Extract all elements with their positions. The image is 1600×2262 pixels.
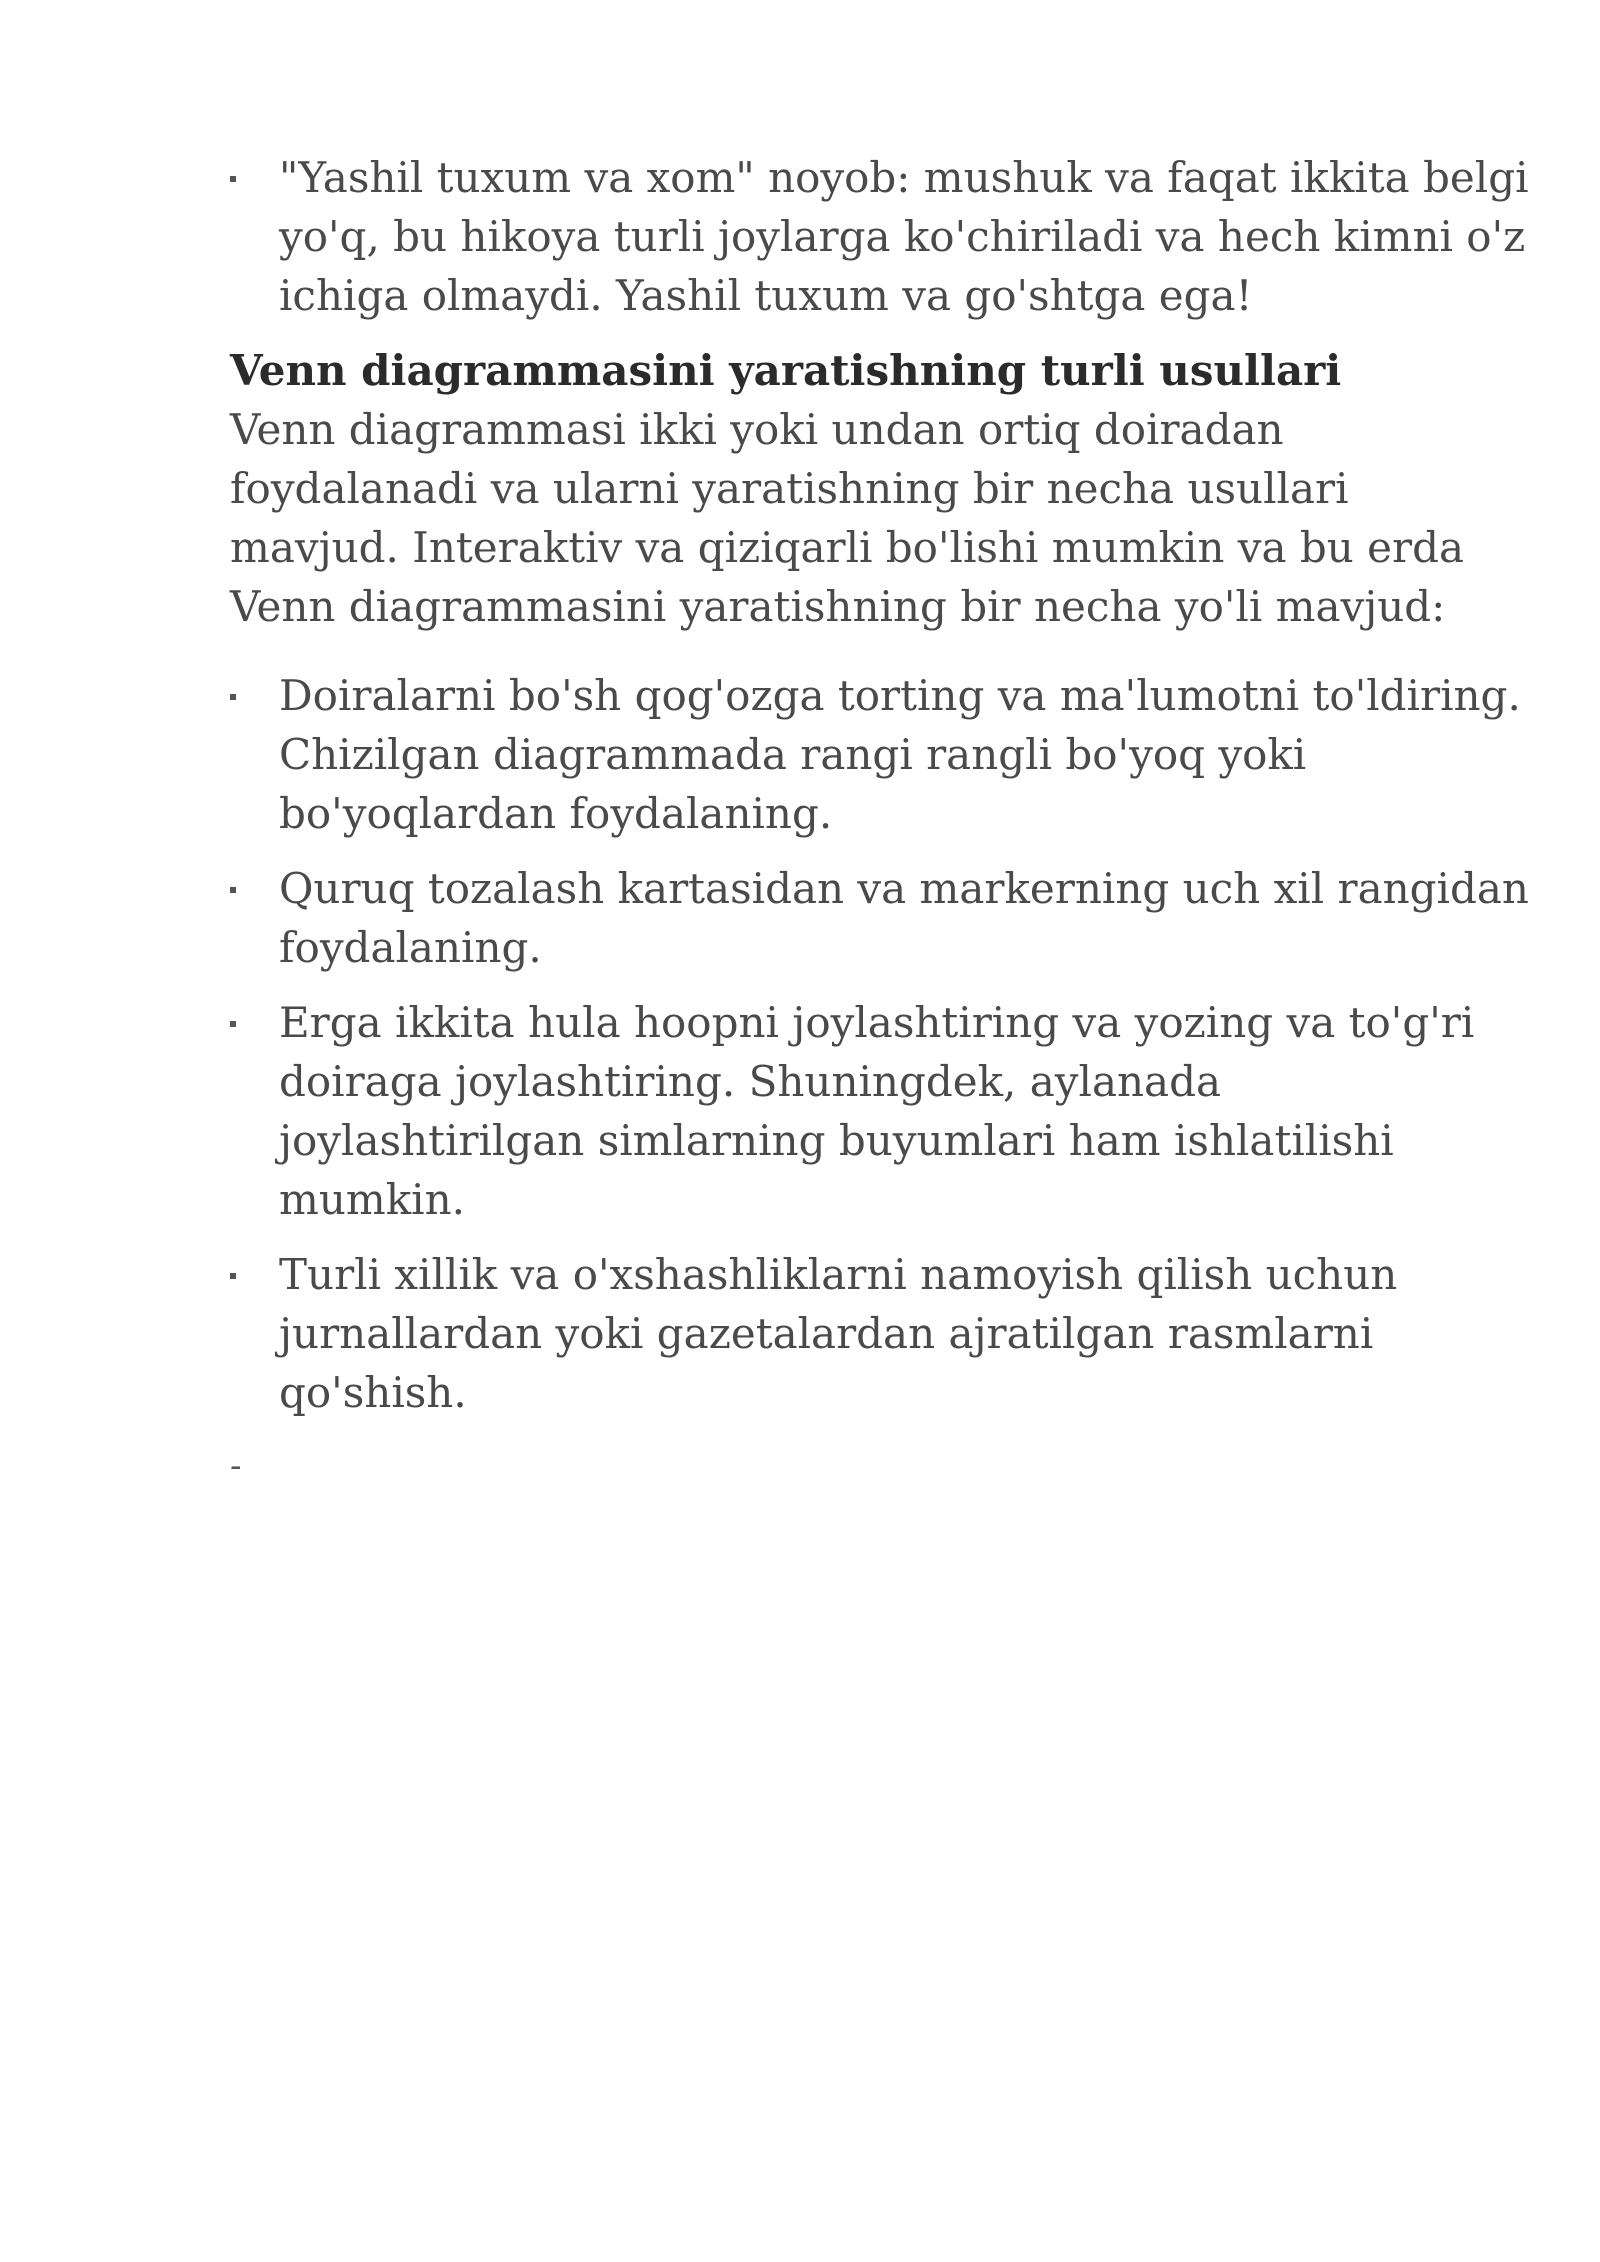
list-item-text: Turli xillik va o'xshashliklarni namoyish qilish uchun jurnallardan yoki gazetalardan ajratilgan rasmlarni qo'shish. — [279, 1250, 1398, 1417]
list-item-text: Erga ikkita hula hoopni joylashtiring va yozing va to'g'ri doiraga joylashtiring. Shuningdek, aylanada joylashtirilgan simlarning buyumlari ham ishlatilishi mumkin. — [279, 998, 1475, 1224]
square-bullet-icon — [230, 694, 236, 700]
list-item — [230, 148, 1530, 325]
section-intro-paragraph: Venn diagrammasi ikki yoki undan ortiq doiradan foydalanadi va ularni yaratishning bir necha usullari mavjud. Interaktiv va qiziqarli bo'lishi mumkin va bu erda Venn diagrammasini yaratishning bir necha yo'li mavjud: — [230, 405, 1465, 631]
methods-bullet-list — [230, 666, 1530, 1422]
list-item — [230, 993, 1530, 1229]
square-bullet-icon — [230, 887, 236, 893]
intro-bullet-list — [230, 148, 1530, 325]
list-item — [230, 666, 1530, 843]
square-bullet-icon — [230, 1273, 236, 1279]
list-item — [230, 859, 1530, 977]
list-item-text: "Yashil tuxum va xom" noyob: mushuk va faqat ikkita belgi yo'q, bu hikoya turli joylarga ko'chiriladi va hech kimni o'z ichiga olmaydi. Yashil tuxum va go'shtga ega! — [279, 153, 1529, 320]
square-bullet-icon — [230, 1021, 236, 1027]
trailing-dash: - — [230, 1446, 242, 1486]
square-bullet-icon — [230, 176, 236, 182]
section-heading: Venn diagrammasini yaratishning turli usullari — [230, 346, 1342, 395]
list-item — [230, 1245, 1530, 1422]
list-item-text: Quruq tozalash kartasidan va markerning uch xil rangidan foydalaning. — [279, 864, 1529, 972]
document-page — [230, 148, 1530, 1486]
list-item-text: Doiralarni bo'sh qog'ozga torting va ma'lumotni to'ldiring. Chizilgan diagrammada rangi rangli bo'yoq yoki bo'yoqlardan foydalaning. — [279, 671, 1521, 838]
